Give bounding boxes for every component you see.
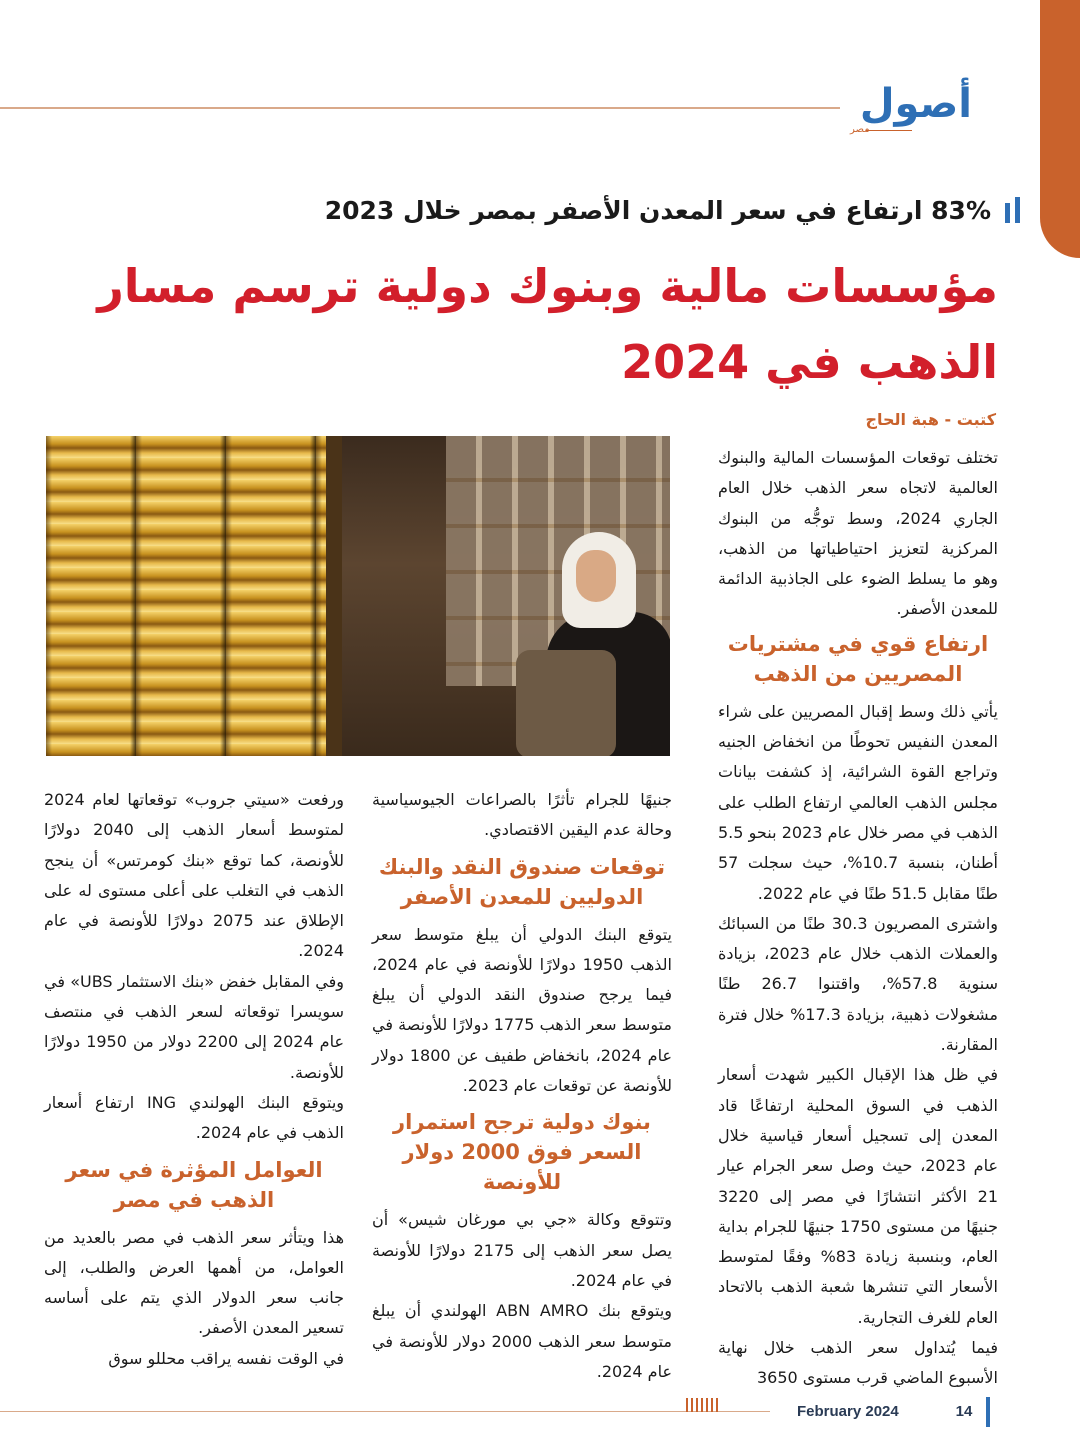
article-column-right xyxy=(718,443,998,1394)
kicker-bars-icon xyxy=(1005,197,1020,223)
byline: كتبت - هبة الحاج xyxy=(865,410,996,429)
paragraph: في ظل هذا الإقبال الكبير شهدت أسعار الذهب في السوق المحلية ارتفاعًا قاد المعدن إلى تسجيل أسعار قياسية خلال عام 2023، حيث وصل سعر الجرام عيار 21 الأكثر انتشارًا في مصر إلى 3220 جنيهًا من مستوى 1750 جنيهًا للجرام بداية العام، وبنسبة زيادة 83% وفقًا لمتوسط الأسعار التي تنشرها شعبة الذهب بالاتحاد العام للغرف التجارية. xyxy=(718,1065,999,1327)
paragraph: هذا ويتأثر سعر الذهب في مصر بالعديد من العوامل، من أهمها العرض والطلب، إلى جانب سعر الدولار الذي يتم على أساسه تسعير المعدن الأصفر. xyxy=(44,1227,344,1338)
page-corner-tab xyxy=(1040,0,1080,258)
kicker-row xyxy=(320,190,1020,230)
woman-figure xyxy=(546,532,670,756)
header-rule xyxy=(0,107,840,109)
paragraph: ورفعت «سيتي جروب» توقعاتها لعام 2024 لمتوسط أسعار الذهب إلى 2040 دولارًا للأونصة، كما توقع «بنك كومرتس» أن ينجح الذهب في التغلب على أعلى مستوى له على الإطلاق عند 2075 دولارًا للأونصة في عام 2024. xyxy=(44,790,344,961)
kicker-text: 83% ارتفاع في سعر المعدن الأصفر بمصر خلال 2023 xyxy=(324,195,991,225)
gold-shop-photo xyxy=(46,436,670,756)
paragraph: ويتوقع البنك الهولندي ING ارتفاع أسعار الذهب في عام 2024. xyxy=(44,1092,344,1143)
footer-accent-bar xyxy=(986,1397,990,1427)
logo-wordmark: أصول xyxy=(859,81,972,127)
subheading: ارتفاع قوي في مشتريات المصريين من الذهب xyxy=(727,631,989,686)
window-frame xyxy=(326,436,342,756)
paragraph: في الوقت نفسه يراقب محللو سوق xyxy=(108,1348,344,1368)
page-number: 14 xyxy=(955,1403,973,1420)
paragraph: جنيهًا للجرام تأثرًا بالصراعات الجيوسياسية وحالة عدم اليقين الاقتصادي. xyxy=(372,790,672,840)
article-headline: مؤسسات مالية وبنوك دولية ترسم مسار الذهب في 2024 xyxy=(97,259,998,389)
subheading: توقعات صندوق النقد والبنك الدوليين للمعدن الأصفر xyxy=(378,854,666,909)
paragraph: وفي المقابل خفض «بنك الاستثمار UBS» في سويسرا توقعاته لسعر الذهب في منتصف عام 2024 إلى 2200 دولار من 1950 دولارًا للأونصة. xyxy=(44,971,345,1082)
paragraph: فيما يُتداول سعر الذهب خلال نهاية الأسبوع الماضي قرب مستوى 3650 xyxy=(718,1338,998,1388)
skyline-icon xyxy=(686,1398,720,1412)
paragraph: يأتي ذلك وسط إقبال المصريين على شراء المعدن النفيس تحوطًا من انخفاض الجنيه وتراجع القوة الشرائية، إذ كشفت بيانات مجلس الذهب العالمي ارتفاع الطلب على الذهب في مصر خلال عام 2023 بنحو 5.5 أطنان، بنسبة 10.7%، حيث سجلت 57 طنًا مقابل 51.5 طنًا في عام 2022. xyxy=(718,701,999,903)
paragraph: يتوقع البنك الدولي أن يبلغ متوسط سعر الذهب 1950 دولارًا للأونصة في عام 2024، فيما يرجح صندوق النقد الدولي أن يبلغ متوسط سعر الذهب 1775 دولارًا للأونصة في عام 2024، بانخفاض طفيف عن 1800 دولار للأونصة عن توقعات عام 2023. xyxy=(372,924,672,1096)
logo-subtitle: مصر xyxy=(850,124,870,135)
subheading: العوامل المؤثرة في سعر الذهب في مصر xyxy=(65,1157,323,1212)
paragraph: واشترى المصريون 30.3 طنًا من السبائك والعملات الذهب خلال عام 2023، بزيادة سنوية 57.8%، واقتنوا 26.7 طنًا مشغولات ذهبية، بزيادة 17.3% خلال فترة المقارنة. xyxy=(718,913,998,1055)
issue-date: February 2024 xyxy=(797,1403,899,1420)
gold-bangles-display xyxy=(46,436,336,756)
footer-rule xyxy=(0,1411,770,1412)
subheading: بنوك دولية ترجح استمرار السعر فوق 2000 دولار للأونصة xyxy=(393,1110,651,1195)
paragraph: وتتوقع وكالة «جي بي مورغان شيس» أن يصل سعر الذهب إلى 2175 دولارًا للأونصة في عام 2024. xyxy=(372,1210,673,1290)
article-column-left xyxy=(44,785,344,1374)
paragraph: تختلف توقعات المؤسسات المالية والبنوك العالمية لاتجاه سعر الذهب خلال العام الجاري 2024، وسط توجُّه من البنوك المركزية لتعزيز احتياطياتها من الذهب، وهو ما يسلط الضوء على الجاذبية الدائمة للمعدن الأصفر. xyxy=(718,448,998,619)
article-column-middle xyxy=(372,785,672,1387)
paragraph: ويتوقع بنك ABN AMRO الهولندي أن يبلغ متوسط سعر الذهب 2000 دولار للأونصة في عام 2024. xyxy=(372,1301,673,1381)
magazine-logo xyxy=(846,82,972,140)
logo-skyline-line xyxy=(866,130,912,131)
